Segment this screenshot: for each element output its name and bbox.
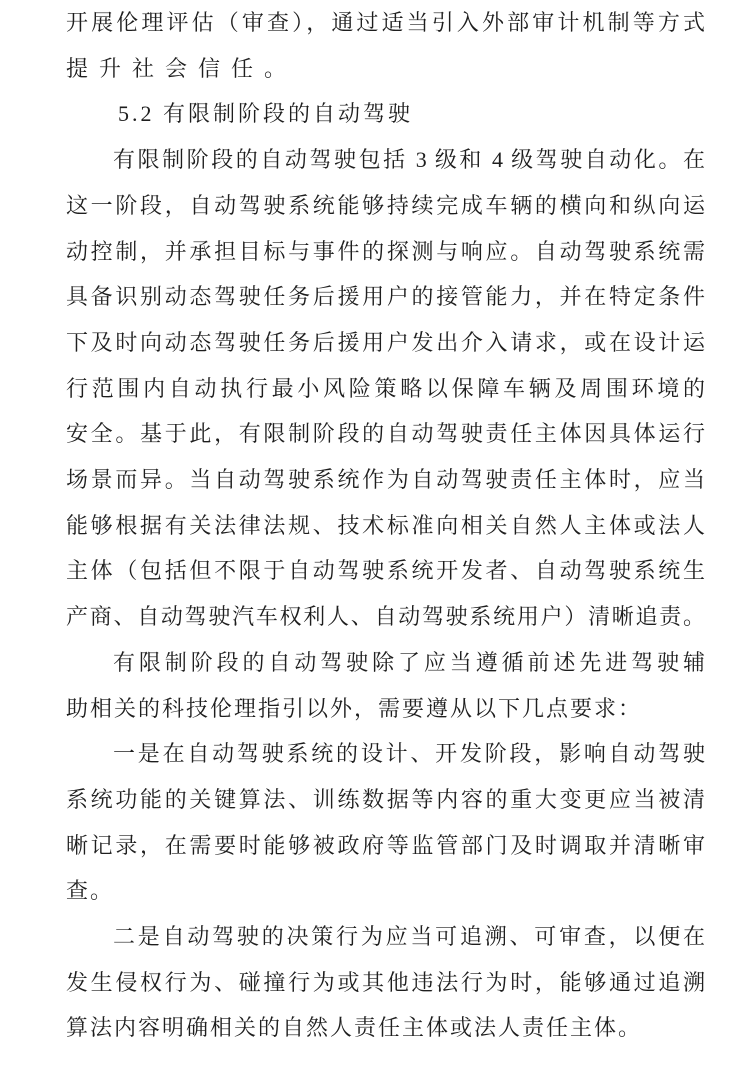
text-line: 安全。基于此，有限制阶段的自动驾驶责任主体因具体运行 [66,421,705,447]
text-line: 提升社会信任。 [66,55,298,81]
text-line: 二是自动驾驶的决策行为应当可追溯、可审查，以便在 [113,924,705,950]
text-line: 动控制，并承担目标与事件的探测与响应。自动驾驶系统需 [66,238,705,264]
text-line: 算法内容明确相关的自然人责任主体或法人责任主体。 [66,1015,643,1041]
document-text [66,0,705,1051]
text-line: 场景而异。当自动驾驶系统作为自动驾驶责任主体时，应当 [66,467,705,493]
text-line: 产商、自动驾驶汽车权利人、自动驾驶系统用户）清晰追责。 [66,604,705,630]
text-line: 主体（包括但不限于自动驾驶系统开发者、自动驾驶系统生 [66,558,705,584]
text-line: 开展伦理评估（审查），通过适当引入外部审计机制等方式 [66,10,705,35]
text-line: 发生侵权行为、碰撞行为或其他违法行为时，能够通过追溯 [66,969,705,995]
text-line: 助相关的科技伦理指引以外，需要遵从以下几点要求： [66,695,643,721]
text-line: 查。 [66,878,115,904]
text-line: 能够根据有关法律法规、技术标准向相关自然人主体或法人 [66,512,705,538]
text-line: 晰记录，在需要时能够被政府等监管部门及时调取并清晰审 [66,832,705,858]
text-line: 系统功能的关键算法、训练数据等内容的重大变更应当被清 [66,786,705,812]
text-line: 行范围内自动执行最小风险策略以保障车辆及周围环境的 [66,375,705,401]
text-line: 一是在自动驾驶系统的设计、开发阶段，影响自动驾驶 [113,741,705,767]
text-line: 具备识别动态驾驶任务后援用户的接管能力，并在特定条件 [66,284,705,310]
text-line: 有限制阶段的自动驾驶除了应当遵循前述先进驾驶辅 [113,649,705,675]
text-line: 这一阶段，自动驾驶系统能够持续完成车辆的横向和纵向运 [66,192,705,218]
section-heading: 5.2 有限制阶段的自动驾驶 [118,101,414,127]
text-line: 下及时向动态驾驶任务后援用户发出介入请求，或在设计运 [66,329,705,355]
text-line: 有限制阶段的自动驾驶包括 3 级和 4 级驾驶自动化。在 [113,147,705,173]
